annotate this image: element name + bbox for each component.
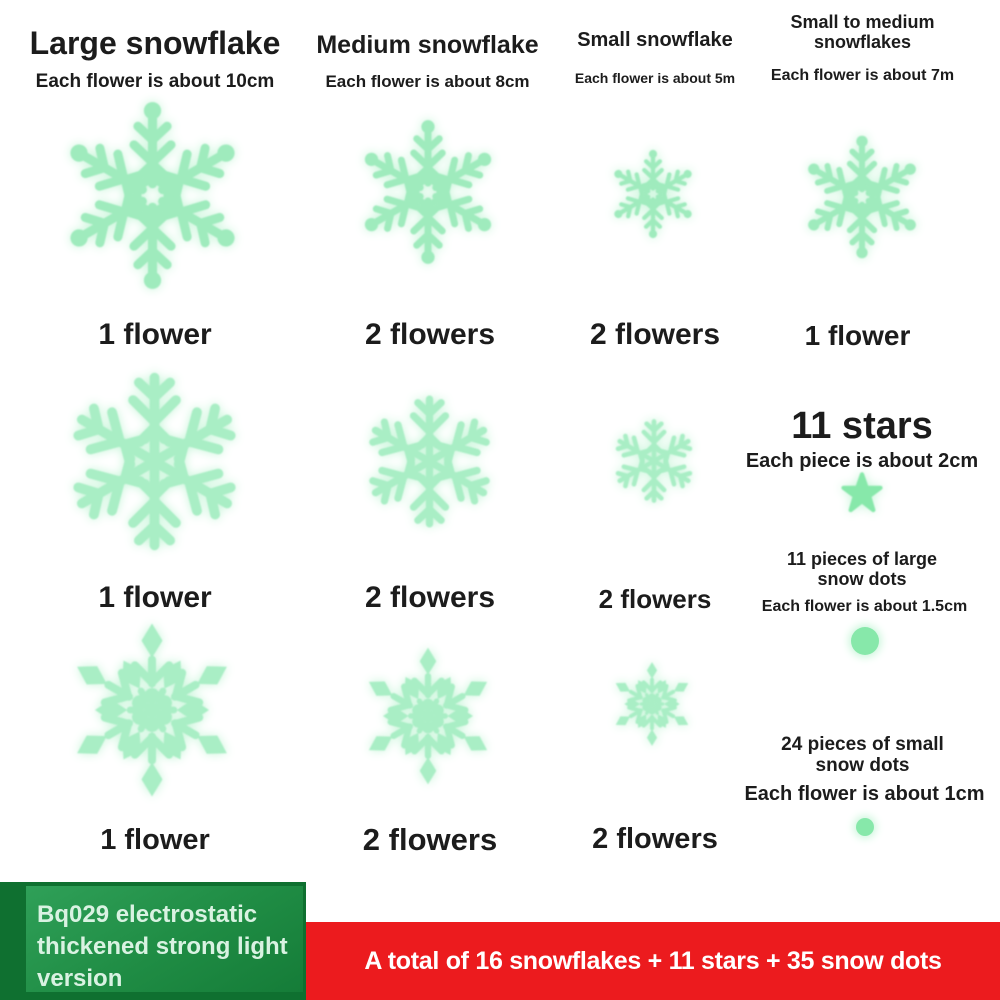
snowflake-ornate-icon [353,641,503,791]
count-label: 1 flower [98,318,212,351]
column-title-large: Large snowflake [29,25,281,61]
total-banner [306,922,1000,1000]
column-subtitle-small-to-medium: Each flower is about 7m [770,67,955,84]
column-title-small-to-medium: Small to medium snowflakes [790,12,935,53]
count-label: 2 flowers [589,318,721,351]
small-dots-section-subtitle: Each flower is about 1cm [744,783,985,805]
snowflake-classic-icon [357,389,502,534]
count-label: 2 flowers [598,584,712,614]
snowflake-dotted-tips-icon [55,98,250,293]
star-icon [841,471,883,513]
stars-section-title: 11 stars [791,405,933,447]
stars-section-subtitle: Each piece is about 2cm [745,450,979,472]
column-subtitle-large: Each flower is about 10cm [35,71,275,92]
count-label: 1 flower [100,824,210,856]
column-title-small: Small snowflake [577,29,733,51]
column-subtitle-medium: Each flower is about 8cm [325,72,530,91]
count-label: 1 flower [98,581,212,614]
column-subtitle-small: Each flower is about 5m [574,70,736,86]
count-label: 2 flowers [364,581,496,614]
snowflake-classic-icon [57,364,252,559]
snowflake-dotted-tips-icon [353,117,503,267]
count-label: 2 flowers [364,318,496,351]
product-code-label: Bq029 electrostatic thickened strong light version [37,901,288,992]
large-snow-dot-icon [851,627,879,655]
snowflake-dotted-tips-icon [607,148,699,240]
total-label: A total of 16 snowflakes + 11 stars + 35 snow dots [364,946,942,975]
snowflake-dotted-tips-icon [798,133,926,261]
snowflake-ornate-icon [57,615,247,805]
small-snow-dot-icon [856,818,874,836]
count-label: 2 flowers [592,823,718,855]
large-dots-section-subtitle: Each flower is about 1.5cm [761,598,968,615]
large-dots-section-title: 11 pieces of large snow dots [786,549,938,590]
product-code-banner [0,882,306,1000]
snowflake-ornate-icon [606,658,698,750]
column-title-medium: Medium snowflake [316,31,539,59]
count-label: 1 flower [804,320,911,351]
count-label: 2 flowers [362,822,498,857]
snowflake-classic-icon [608,415,700,507]
small-dots-section-title: 24 pieces of small snow dots [781,734,944,777]
